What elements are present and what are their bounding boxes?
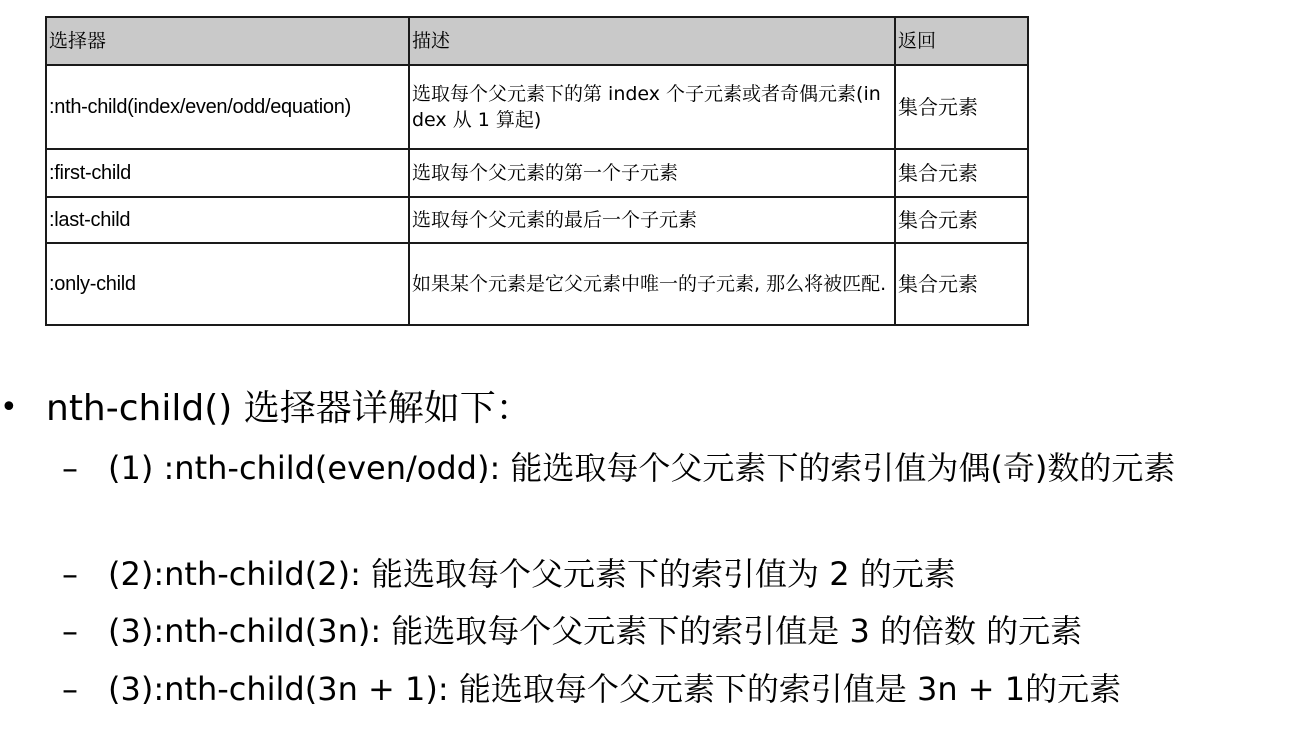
sub-bullet-text: (3):nth-child(3n): 能选取每个父元素下的索引值是 3 的倍数 的元素 xyxy=(108,612,1083,650)
table-row xyxy=(46,243,1028,325)
header-returns: 返回 xyxy=(895,17,1028,65)
dash-marker: – xyxy=(62,449,78,487)
cell-description: 选取每个父元素的第一个子元素 xyxy=(409,149,895,197)
sub-bullet-text: (1) :nth-child(even/odd): 能选取每个父元素下的索引值为偶(奇)数的元素 xyxy=(108,449,1176,487)
table-row xyxy=(46,149,1028,197)
cell-description: 选取每个父元素的最后一个子元素 xyxy=(409,197,895,243)
cell-selector: :only-child xyxy=(46,243,409,325)
cell-selector: :nth-child(index/even/odd/equation) xyxy=(46,65,409,149)
cell-selector: :first-child xyxy=(46,149,409,197)
dash-marker: – xyxy=(62,612,78,650)
dash-marker: – xyxy=(62,670,78,708)
cell-selector: :last-child xyxy=(46,197,409,243)
table-row xyxy=(46,65,1028,149)
cell-description: 选取每个父元素下的第 index 个子元素或者奇偶元素(index 从 1 算起) xyxy=(409,65,895,149)
sub-bullet-text: (3):nth-child(3n + 1): 能选取每个父元素下的索引值是 3n + 1的元素 xyxy=(108,670,1122,708)
selector-table xyxy=(45,16,1029,326)
bullet-marker: • xyxy=(0,390,18,425)
main-bullet-text: nth-child() 选择器详解如下： xyxy=(46,388,532,429)
cell-description: 如果某个元素是它父元素中唯一的子元素, 那么将被匹配. xyxy=(409,243,895,325)
cell-returns: 集合元素 xyxy=(895,197,1028,243)
header-description: 描述 xyxy=(409,17,895,65)
cell-returns: 集合元素 xyxy=(895,65,1028,149)
table-row xyxy=(46,197,1028,243)
dash-marker: – xyxy=(62,555,78,593)
table-header-row xyxy=(46,17,1028,65)
sub-bullet-text: (2):nth-child(2): 能选取每个父元素下的索引值为 2 的元素 xyxy=(108,555,956,593)
header-selector: 选择器 xyxy=(46,17,409,65)
cell-returns: 集合元素 xyxy=(895,243,1028,325)
cell-returns: 集合元素 xyxy=(895,149,1028,197)
